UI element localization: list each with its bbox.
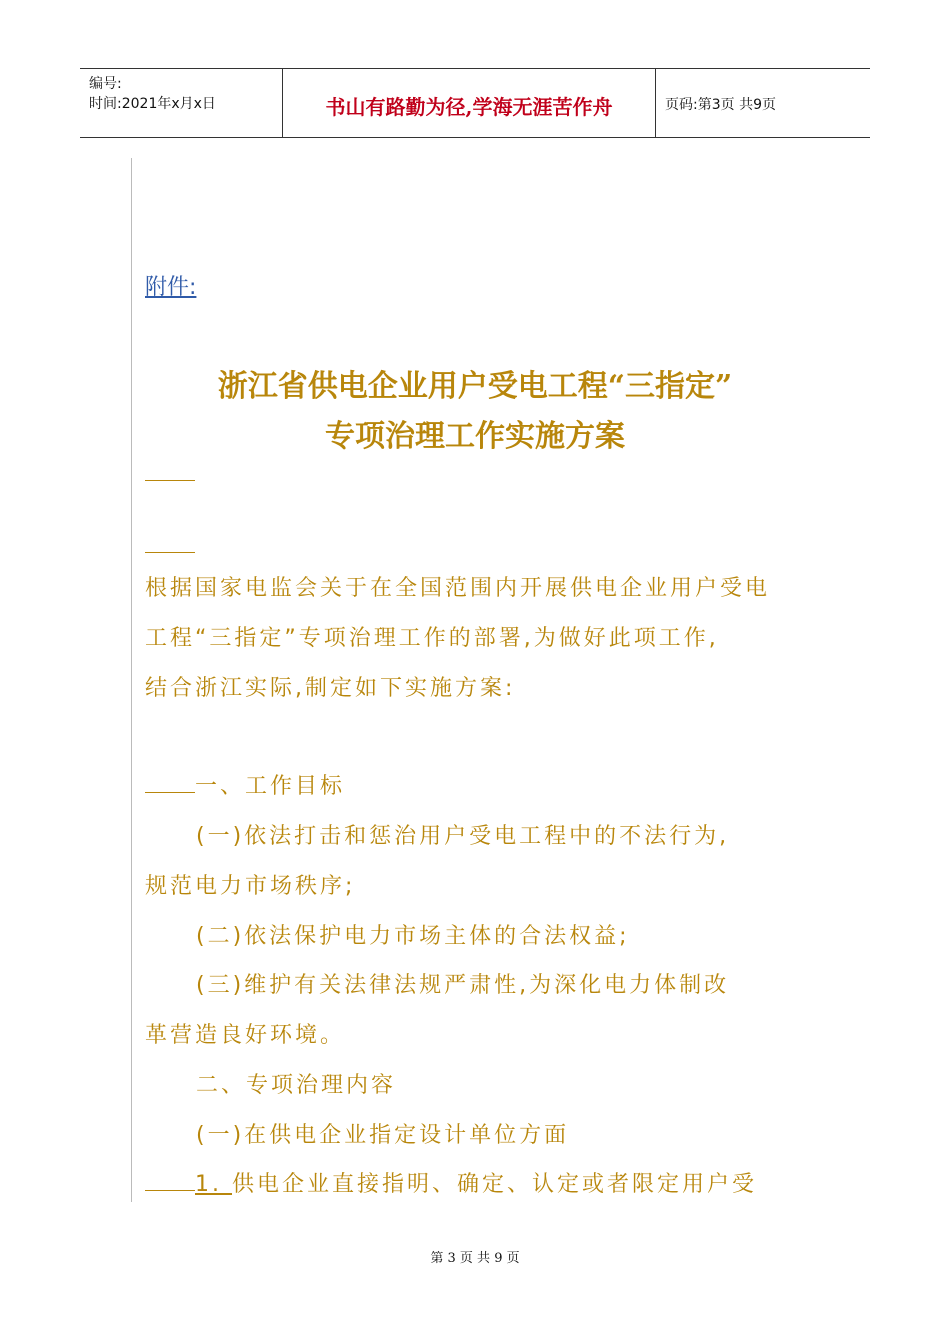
blank-underline-2: [145, 552, 195, 553]
header-right-cell: [656, 69, 870, 137]
list-item-text: 供电企业直接指明、确定、认定或者限定用户受: [232, 1172, 758, 1197]
header-middle-cell: [282, 69, 656, 137]
header-motto: 书山有路勤为径,学海无涯苦作舟: [325, 95, 613, 119]
header-page-info: 页码:第3页 共9页: [665, 97, 776, 113]
paragraph-line: (一)在供电企业指定设计单位方面: [196, 1123, 570, 1148]
blank-underline: [145, 1172, 195, 1191]
paragraph-line: 革营造良好环境。: [145, 1023, 346, 1048]
blank-underline-1: [145, 480, 195, 481]
paragraph-line: 规范电力市场秩序;: [145, 874, 356, 899]
attachment-label: 附件:: [145, 275, 197, 300]
header-left-cell: [80, 69, 282, 137]
section-heading-text: 一、工作目标: [195, 774, 346, 799]
paragraph-line: 根据国家电监会关于在全国范围内开展供电企业用户受电: [145, 576, 771, 601]
number-label: 编号:: [89, 76, 122, 92]
paragraph-line: (三)维护有关法律法规严肃性,为深化电力体制改: [196, 973, 730, 998]
paragraph-line: 工程“三指定”专项治理工作的部署,为做好此项工作,: [145, 626, 719, 651]
document-title-line-2: 专项治理工作实施方案: [325, 419, 625, 454]
list-item-number: 1.: [195, 1172, 222, 1197]
blank-underline: [145, 774, 195, 793]
document-title-line-1: 浙江省供电企业用户受电工程“三指定”: [217, 369, 733, 404]
section-heading-2: 二、专项治理内容: [196, 1073, 397, 1098]
page-header: [80, 68, 870, 138]
paragraph-line: (二)依法保护电力市场主体的合法权益;: [196, 924, 630, 949]
list-item-dash: [222, 1172, 232, 1197]
page-footer: 第 3 页 共 9 页: [430, 1251, 520, 1266]
left-margin-line: [131, 158, 132, 1202]
paragraph-line: (一)依法打击和惩治用户受电工程中的不法行为,: [196, 824, 730, 849]
time-label: 时间:2021年x月x日: [89, 96, 216, 112]
list-item-1: [145, 1167, 757, 1198]
section-heading-1: [145, 769, 345, 800]
paragraph-line: 结合浙江实际,制定如下实施方案:: [145, 676, 516, 701]
